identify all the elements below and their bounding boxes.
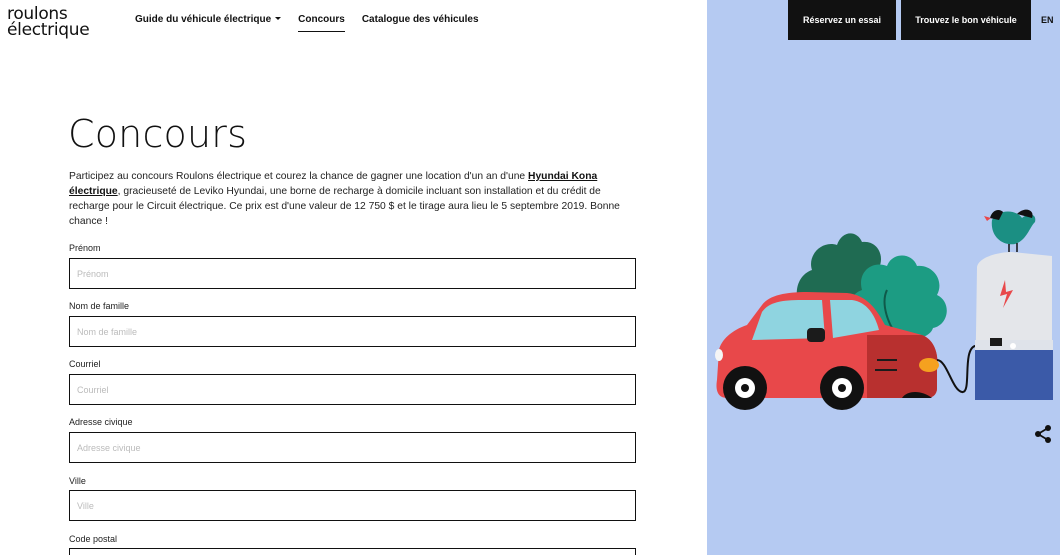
ville-field[interactable] [69, 490, 636, 521]
find-vehicle-label: Trouvez le bon véhicule [915, 15, 1017, 25]
adresse-label: Adresse civique [69, 417, 133, 427]
nav-catalogue-label: Catalogue des véhicules [361, 14, 479, 25]
logo[interactable] [7, 6, 89, 38]
nav-catalogue[interactable] [362, 14, 479, 32]
language-toggle[interactable]: EN [1041, 15, 1054, 25]
nom-field[interactable] [69, 316, 636, 347]
reserve-test-drive-button[interactable] [788, 0, 896, 40]
intro-text-before: Participez au concours Roulons électrique et courez la chance de gagner une location d'un an d'une [69, 171, 529, 182]
share-icon[interactable] [1034, 425, 1052, 443]
code-postal-label: Code postal [69, 534, 118, 544]
nav-guide-label: Guide du véhicule électrique [135, 14, 272, 25]
nav-guide[interactable] [135, 14, 281, 32]
adresse-field[interactable] [69, 432, 636, 463]
code-postal-field[interactable] [69, 548, 636, 555]
logo-line-2: électrique [7, 20, 90, 40]
bird-icon [984, 210, 1035, 252]
chevron-down-icon [275, 17, 281, 20]
page-title: Concours [68, 112, 248, 156]
main-nav [135, 14, 496, 32]
hyundai-kona-link[interactable]: Hyundai Kona électrique [69, 171, 598, 197]
find-vehicle-button[interactable] [901, 0, 1031, 40]
nav-concours-label: Concours [298, 14, 345, 25]
charging-station-icon [975, 252, 1053, 400]
intro-paragraph [69, 169, 639, 229]
prenom-label: Prénom [69, 243, 101, 253]
courriel-field[interactable] [69, 374, 636, 405]
nom-label: Nom de famille [69, 301, 130, 311]
logo-line-1: roulons [7, 4, 68, 24]
intro-text-after: , gracieuseté de Leviko Hyundai, une borne de recharge à domicile incluant son installation et du crédit de recharge pour le Circuit électrique. Ce prix est d'une valeur de 12 750 $ et le tirage aura lieu le 5 septembre 2019. Bonne chance ! [69, 186, 620, 227]
ville-label: Ville [69, 476, 86, 486]
courriel-label: Courriel [69, 359, 101, 369]
prenom-field[interactable] [69, 258, 636, 289]
ev-illustration [707, 200, 1060, 420]
reserve-test-drive-label: Réservez un essai [802, 15, 882, 25]
nav-concours[interactable] [298, 14, 345, 32]
